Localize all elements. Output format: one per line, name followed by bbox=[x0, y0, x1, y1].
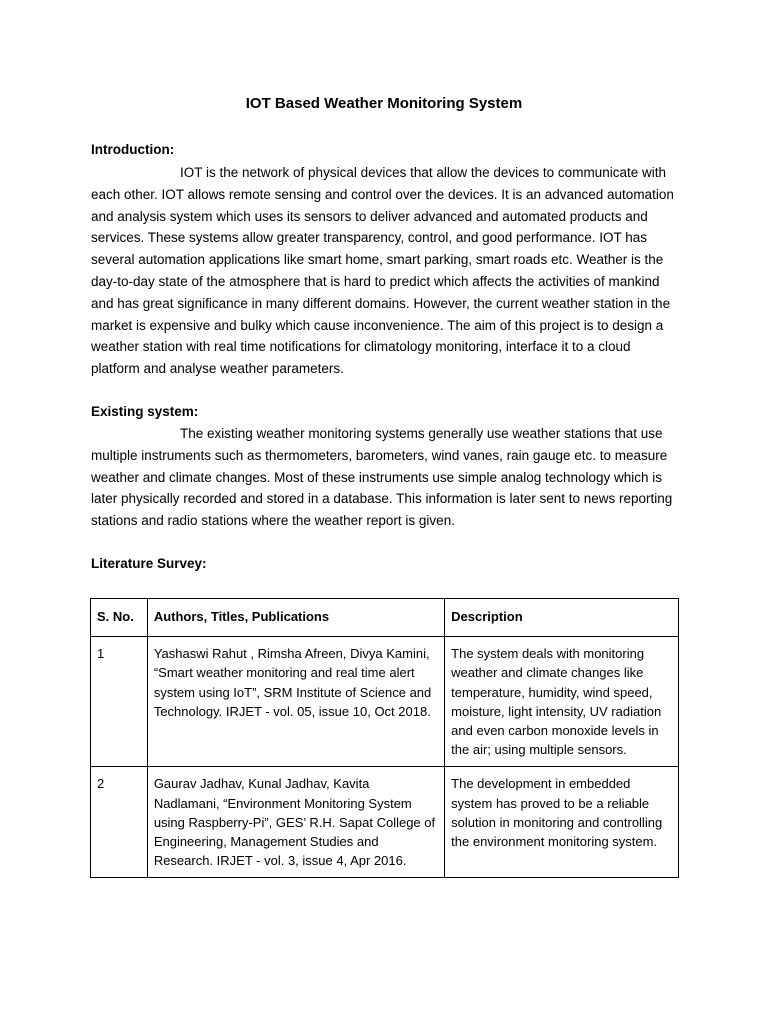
table-row bbox=[91, 637, 679, 767]
table-header-row bbox=[91, 599, 679, 637]
cell-description: The development in embedded system has proved to be a reliable solution in monitoring and controlling the environment monitoring system. bbox=[445, 767, 679, 878]
literature-survey-table bbox=[90, 598, 679, 878]
introduction-paragraph: IOT is the network of physical devices that allow the devices to communicate with each other. IOT allows remote sensing and control over the devices. It is an advanced automation and analysis system which uses its sensors to deliver advanced and automated products and services. These systems allow greater transparency, control, and good performance. IOT has several automation applications like smart home, smart parking, smart roads etc. Weather is the day-to-day state of the atmosphere that is hard to predict which affects the activities of mankind and has great significance in many different domains. However, the current weather station in the market is expensive and bulky which cause inconvenience. The aim of this project is to design a weather station with real time notifications for climatology monitoring, interface it to a cloud platform and analyse weather parameters. bbox=[91, 165, 674, 377]
column-header-sno: S. No. bbox=[91, 599, 148, 637]
existing-system-paragraph: The existing weather monitoring systems generally use weather stations that use multiple instruments such as thermometers, barometers, wind vanes, rain gauge etc. to measure weather and climate changes. Most of these instruments use simple analog technology which is later physically recorded and stored in a database. This information is later sent to news reporting stations and radio stations where the weather report is given. bbox=[91, 426, 673, 529]
column-header-authors: Authors, Titles, Publications bbox=[147, 599, 444, 637]
introduction-heading: Introduction: bbox=[91, 142, 175, 157]
cell-authors: Gaurav Jadhav, Kunal Jadhav, Kavita Nadlamani, “Environment Monitoring System using Raspberry-Pi”, GES’ R.H. Sapat College of Engineering, Management Studies and Research. IRJET - vol. 3, issue 4, Apr 2016. bbox=[147, 767, 444, 878]
cell-description: The system deals with monitoring weather and climate changes like temperature, humidity, wind speed, moisture, light intensity, UV radiation and even carbon monoxide levels in the air; using multiple sensors. bbox=[445, 637, 679, 767]
cell-sno: 1 bbox=[91, 637, 148, 767]
column-header-description: Description bbox=[445, 599, 679, 637]
table-row bbox=[91, 767, 679, 878]
document-title: IOT Based Weather Monitoring System bbox=[245, 95, 523, 112]
existing-system-heading: Existing system: bbox=[91, 404, 199, 419]
cell-sno: 2 bbox=[91, 767, 148, 878]
cell-authors: Yashaswi Rahut , Rimsha Afreen, Divya Kamini, “Smart weather monitoring and real time alert system using IoT”, SRM Institute of Science and Technology. IRJET - vol. 05, issue 10, Oct 2018. bbox=[147, 637, 444, 767]
literature-survey-heading: Literature Survey: bbox=[91, 556, 207, 571]
